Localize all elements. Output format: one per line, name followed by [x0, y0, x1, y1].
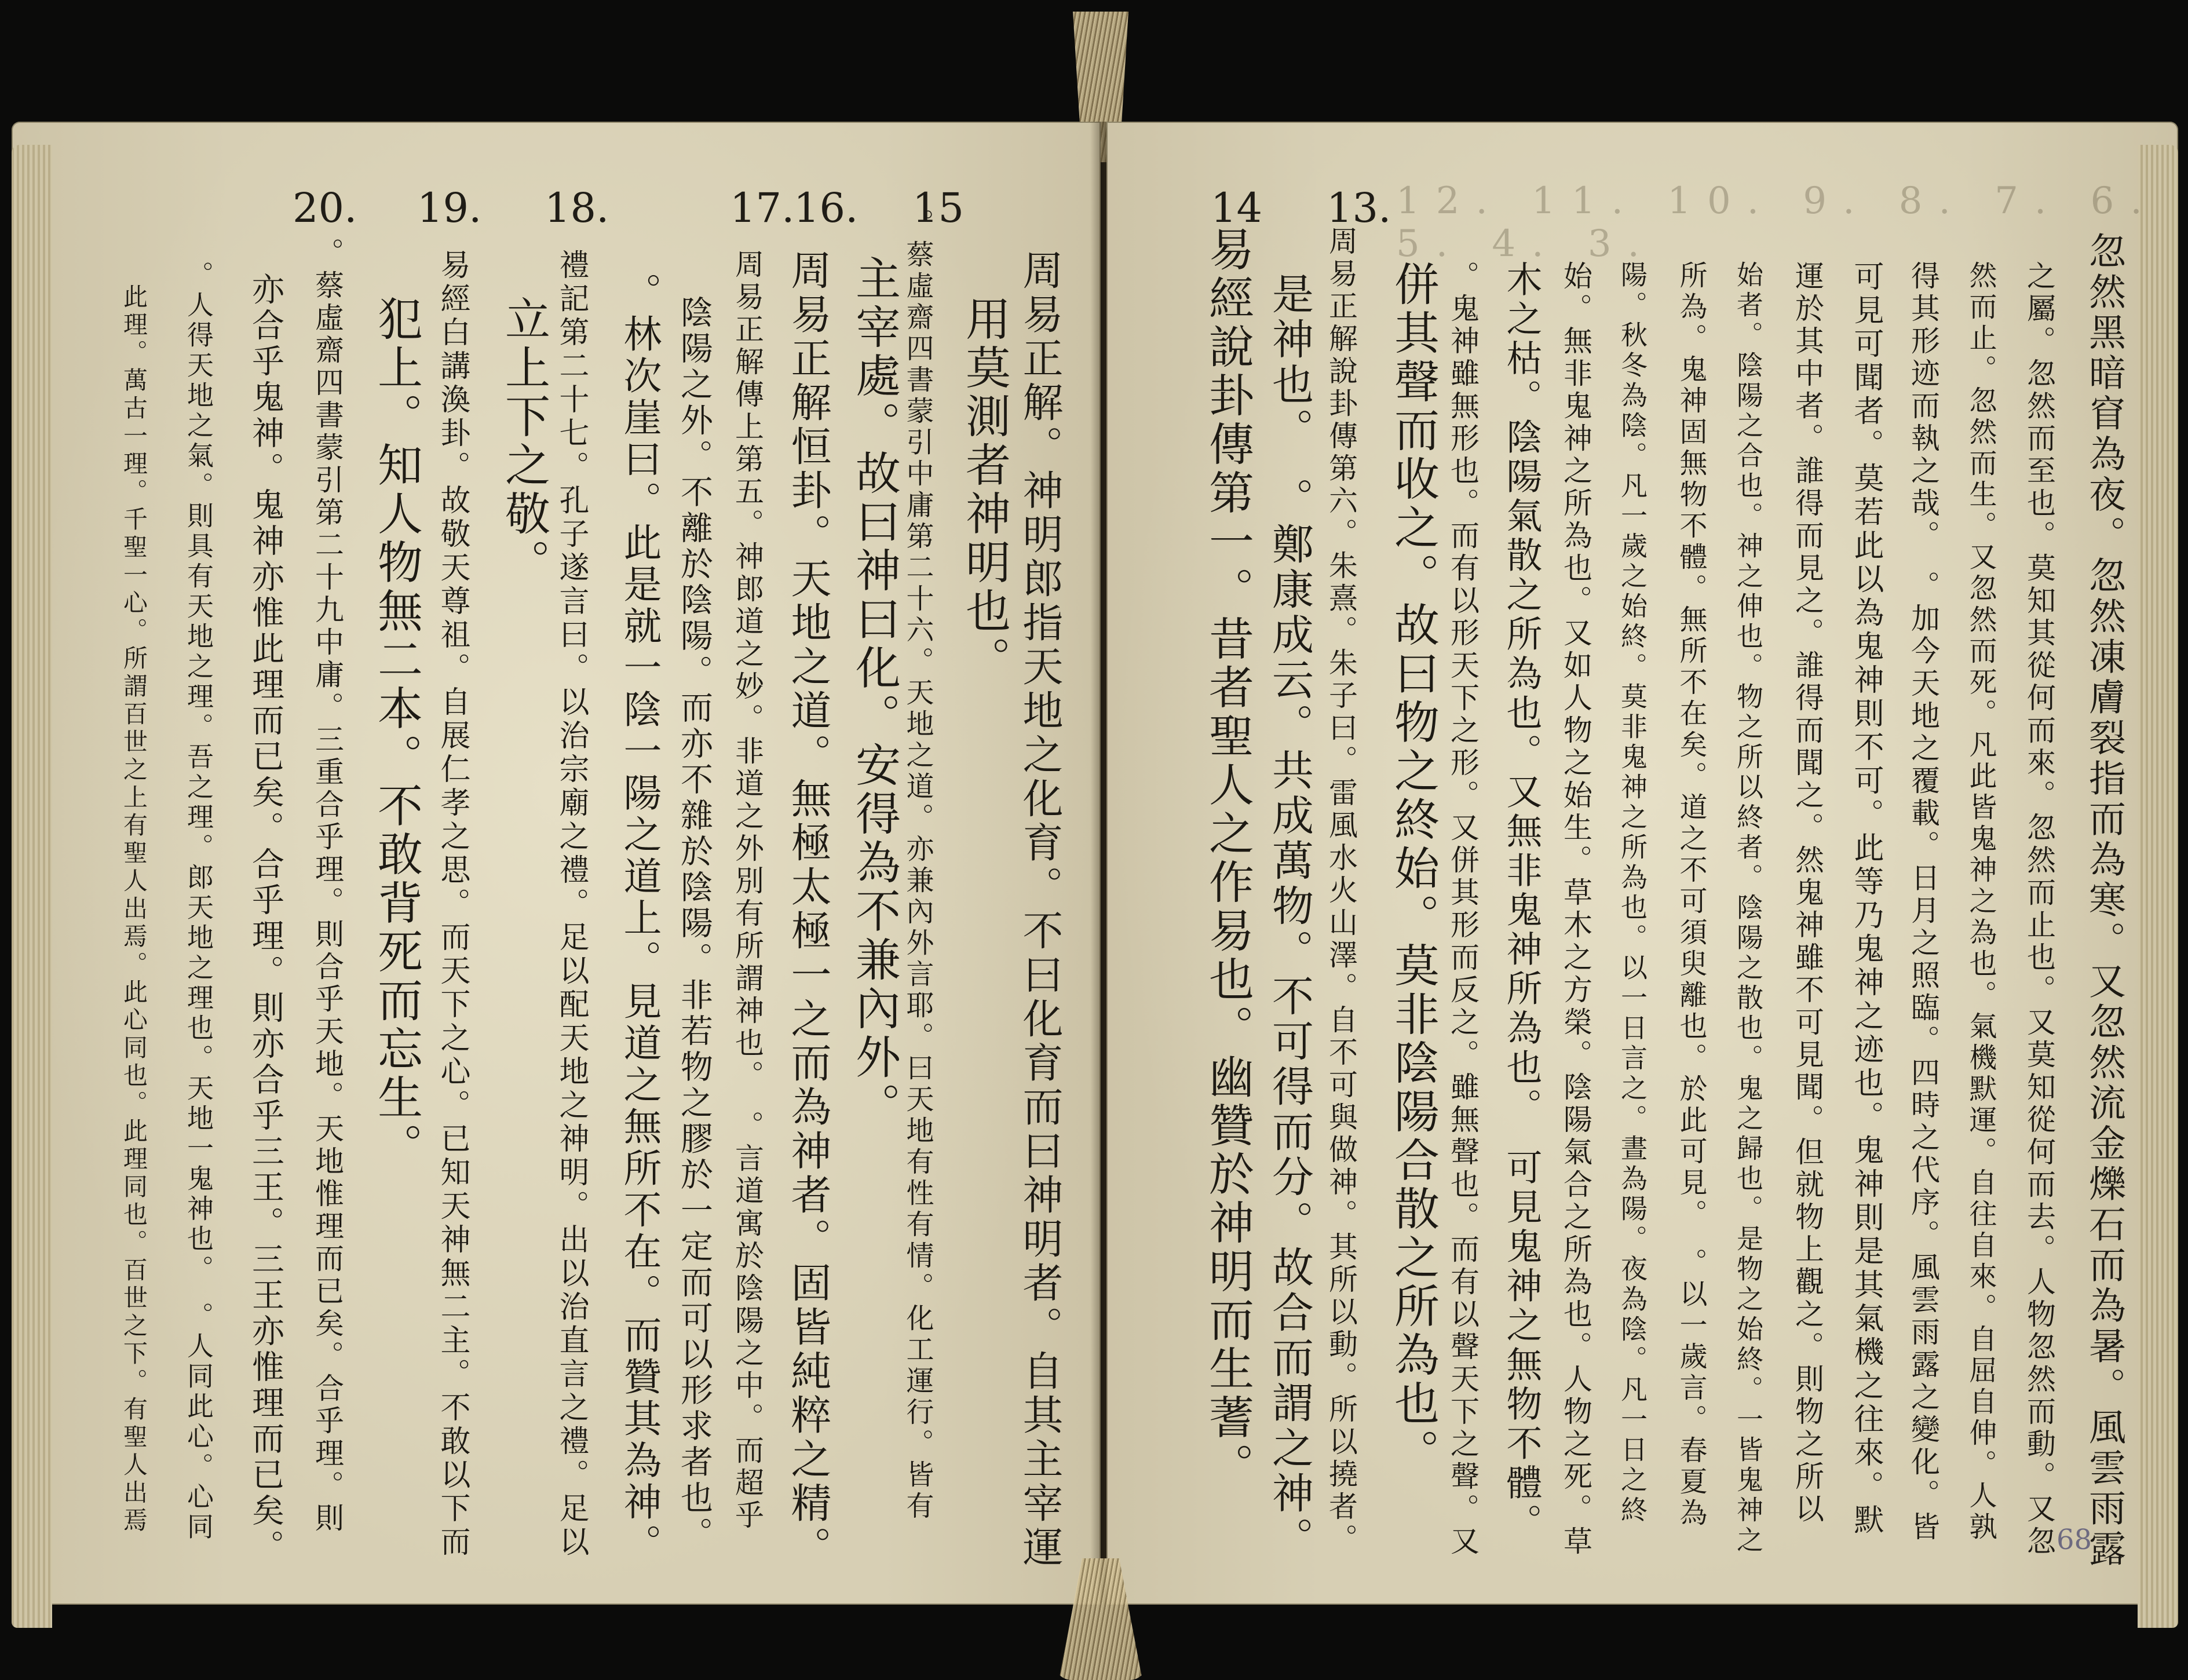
section-number-13: 13.	[1327, 184, 1391, 232]
folio-number: 68	[2056, 1524, 2092, 1556]
section-number-20: 20.	[293, 184, 357, 232]
text-column: 始者。陰陽之合也。神之伸也。物之所以終者。陰陽之散也。鬼之歸也。是物之始終。一皆鬼神之	[1733, 261, 1764, 1556]
text-column: 此理。萬古一理。千聖一心。所謂百世之上有聖人出焉。此心同也。此理同也。百世之下。有聖人出焉	[120, 284, 148, 1535]
right-page	[1106, 122, 2178, 1605]
right-page-edge	[2138, 145, 2178, 1628]
text-column: 周易正解。神明郎指天地之化育。不曰化育而曰神明者。自其主宰運	[1016, 249, 1064, 1570]
text-column: 立上下之敬。	[498, 295, 550, 587]
text-column: 周易正解傳上第五。神郎道之妙。非道之外別有所謂神也。 。言道寓於陰陽之中。而超乎	[730, 249, 764, 1532]
section-number-19: 19.	[417, 184, 482, 232]
section-number-16: 16.	[794, 184, 859, 232]
open-book	[12, 98, 2178, 1616]
left-page-edge	[12, 145, 52, 1628]
text-column: 運於其中者。誰得而見之。誰得而聞之。然鬼神雖不可見聞。但就物上觀之。則物之所以	[1791, 261, 1824, 1526]
text-column: 是神也。 。鄭康成云。共成萬物。不可得而分。故合而謂之神。	[1265, 272, 1314, 1562]
text-column: 犯上。知人物無二本。不敢背死而忘生。	[370, 295, 422, 1171]
text-column: 得其形迹而執之哉。 。加今天地之覆載。日月之照臨。四時之代序。風雲雨露之變化。皆	[1906, 261, 1940, 1544]
text-column: 忽然黑暗窅為夜。忽然凍膚裂指而為寒。又忽然流金爍石而為暑。風雲雨露	[2083, 232, 2125, 1570]
text-column: 用莫測者神明也。	[958, 295, 1010, 685]
text-column: 始。無非鬼神之所為也。又如人物之始生。草木之方榮。陰陽氣合之所為也。人物之死。草	[1559, 261, 1592, 1558]
text-column: 易經說卦傳第一。昔者聖人之作易也。幽贊於神明而生蓍。	[1201, 226, 1254, 1491]
section-number-14: 14	[1211, 184, 1263, 232]
text-column: 易經白講渙卦。故敬天尊祖。自展仁孝之思。而天下之心。已知天神無二主。不敢以下而	[435, 249, 470, 1560]
section-number-18: 18.	[545, 184, 609, 232]
faint-bleedthrough-numbers: 12. 11. 10. 9. 8. 7. 6. 5. 4. 3.	[1396, 180, 2158, 265]
text-column: 陽。秋冬為陰。凡一歲之始終。莫非鬼神之所為也。以一日言之。晝為陽。夜為陰。凡一日之終	[1617, 261, 1648, 1526]
text-column: 可見可聞者。莫若此以為鬼神則不可。此等乃鬼神之迹也。鬼神則是其氣機之往來。默	[1849, 261, 1883, 1537]
text-column: 陰陽之外。不離於陰陽。而亦不雜於陰陽。非若物之膠於一定而可以形求者也。	[675, 295, 713, 1553]
text-column: 然而止。忽然而生。又忽然而死。凡此皆鬼神之為也。氣機默運。自往自來。自屈自伸。人孰	[1964, 261, 1997, 1543]
text-column: 。人得天地之氣。則具有天地之理。吾之理。郎天地之理也。天地一鬼神也。 。人同此心。心同	[183, 261, 214, 1543]
text-column: 。蔡虛齋四書蒙引中庸第二十六。天地之道。亦兼內外言耶。曰天地有性有情。化工運行。皆有	[901, 209, 934, 1522]
text-column: 之屬。忽然而至也。莫知其從何而來。忽然而止也。又莫知從何而去。人物忽然而動。又忽	[2022, 261, 2056, 1558]
text-column: 所為。鬼神固無物不體。無所不在矣。道之不可須臾離也。於此可見。 。以一歲言。春夏為	[1675, 261, 1707, 1529]
text-column: 。蔡虛齋四書蒙引第二十九中庸。三重合乎理。則合乎天地。天地惟理而已矣。合乎理。則	[311, 238, 344, 1535]
text-column: 周易正解說卦傳第六。朱熹。朱子曰。雷風水火山澤。自不可與做神。其所以動。所以撓者。	[1324, 226, 1358, 1556]
text-column: 併其聲而收之。故曰物之終始。莫非陰陽合散之所為也。	[1387, 261, 1439, 1477]
text-column: 亦合乎鬼神。鬼神亦惟此理而已矣。合乎理。則亦合乎三王。三王亦惟理而已矣。	[247, 272, 284, 1565]
text-column: 周易正解恒卦。天地之道。無極太極一之而為神者。固皆純粹之精。	[784, 249, 832, 1570]
text-column: 。林次崖曰。此是就一陰一陽之道上。見道之無所不在。而贊其為神。	[617, 272, 662, 1565]
section-number-15: 15	[912, 184, 965, 232]
text-column: 木之枯。陰陽氣散之所為也。又無非鬼神所為也。 可見鬼神之無物不體。	[1500, 261, 1543, 1543]
left-page	[12, 122, 1101, 1605]
text-column: 。鬼神雖無形也。而有以形天下之形。又併其形而反之。雖無聲也。而有以聲天下之聲。又	[1446, 261, 1480, 1558]
text-column: 主宰處。故曰神曰化。安得為不兼內外。	[848, 255, 900, 1131]
section-number-17: 17.	[730, 184, 795, 232]
text-column: 禮記第二十七。孔子遂言曰。以治宗廟之禮。足以配天地之神明。出以治直言之禮。足以	[554, 249, 589, 1560]
